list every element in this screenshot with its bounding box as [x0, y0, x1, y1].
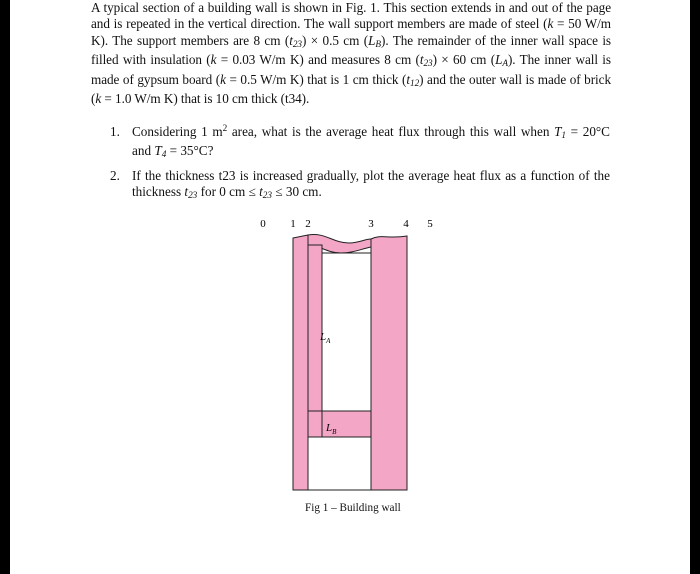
text-run: = 1.0 W/m K) that is 10 cm thick (t34).	[101, 91, 310, 107]
text-run: = 50 W/m K). The support members are 8 cm (	[91, 16, 611, 48]
symbol-letter: L	[368, 32, 376, 48]
tick-label: 5	[427, 218, 433, 230]
left-black-border	[0, 0, 10, 574]
insulation-space	[308, 437, 371, 490]
symbol-letter: T	[154, 143, 162, 159]
symbol-t12	[406, 72, 419, 87]
brick-wall	[371, 236, 407, 490]
symbol-subscript: 4	[161, 149, 167, 160]
symbol-LB	[368, 33, 381, 48]
symbol-subscript: 23	[292, 38, 302, 49]
symbol-LA	[495, 52, 508, 67]
symbol-letter: L	[320, 331, 327, 343]
symbol-letter: t	[406, 71, 410, 87]
symbol-subscript: A	[502, 58, 508, 69]
symbol-k: k	[210, 52, 217, 68]
symbol-letter: t	[289, 32, 293, 48]
gypsum-board	[293, 235, 308, 490]
symbol-t23	[289, 33, 302, 48]
figure-caption: Fig 1 – Building wall	[305, 502, 401, 514]
text-run: ). The remainder of the inner wall space is filled with insulation (	[91, 32, 612, 68]
text-run: ) and the outer wall is made of brick (	[91, 71, 611, 107]
steel-support-flange	[308, 411, 371, 437]
text-run: ). The inner wall is made of gypsum board (	[91, 52, 611, 87]
tick-label: 2	[305, 218, 311, 230]
symbol-T4	[154, 143, 166, 158]
text-run: = 0.03 W/m K) and measures 8 cm (	[216, 52, 420, 68]
symbol-t23	[184, 184, 197, 199]
tick-label: 4	[403, 218, 409, 230]
question-number: 2.	[110, 167, 120, 183]
superscript: 2	[222, 123, 228, 133]
symbol-letter: L	[495, 52, 503, 68]
question-list	[110, 124, 610, 209]
symbol-letter: t	[419, 52, 424, 68]
symbol-subscript: B	[332, 428, 337, 436]
text-run: ) × 60 cm (	[432, 52, 496, 68]
symbol-subscript: 23	[262, 190, 273, 201]
text-run: = 35°C?	[166, 143, 214, 159]
text-run: = 0.5 W/m K) that is 1 cm thick (	[225, 71, 407, 87]
symbol-letter: t	[184, 184, 189, 200]
question-number: 1.	[110, 124, 120, 139]
symbol-k: k	[95, 91, 102, 107]
symbol-t23	[259, 184, 272, 199]
symbol-subscript: B	[375, 38, 381, 49]
text-run: Considering 1 m	[132, 124, 223, 139]
tick-label: 3	[368, 218, 374, 230]
symbol-subscript: 1	[561, 130, 567, 140]
symbol-T1	[554, 124, 566, 139]
symbol-subscript: 23	[188, 190, 198, 201]
symbol-k: k	[547, 16, 554, 32]
question-item	[110, 168, 610, 204]
text-run: for 0 cm ≤	[197, 184, 260, 200]
symbol-subscript: A	[326, 337, 331, 345]
symbol-subscript: 23	[423, 58, 433, 69]
tick-label: 1	[290, 218, 296, 230]
symbol-letter: t	[259, 184, 263, 200]
problem-paragraph	[91, 0, 611, 107]
insulation-space	[322, 253, 371, 411]
right-black-border	[690, 0, 700, 574]
text-run: area, what is the average heat flux through this wall when	[227, 124, 555, 139]
symbol-letter: L	[326, 422, 333, 434]
text-run: If the thickness t23 is increased gradually, plot the average heat flux as a function of the thickness	[132, 167, 610, 200]
text-run: ) × 0.5 cm (	[301, 32, 369, 48]
text-run: ≤ 30 cm.	[272, 184, 322, 200]
tick-label: 0	[260, 218, 266, 230]
symbol-t23	[420, 52, 433, 67]
wall-diagram	[253, 215, 443, 505]
question-item	[110, 124, 610, 163]
symbol-subscript: 12	[410, 77, 420, 88]
symbol-letter: T	[554, 124, 562, 139]
symbol-k: k	[220, 71, 226, 87]
building-wall-figure	[253, 215, 443, 515]
text-run: = 20°C and	[132, 124, 610, 159]
text-run: A typical section of a building wall is shown in Fig. 1. This section extends in and out of the page and is repeated in the vertical direction. The wall support members are made of steel (	[91, 0, 611, 32]
